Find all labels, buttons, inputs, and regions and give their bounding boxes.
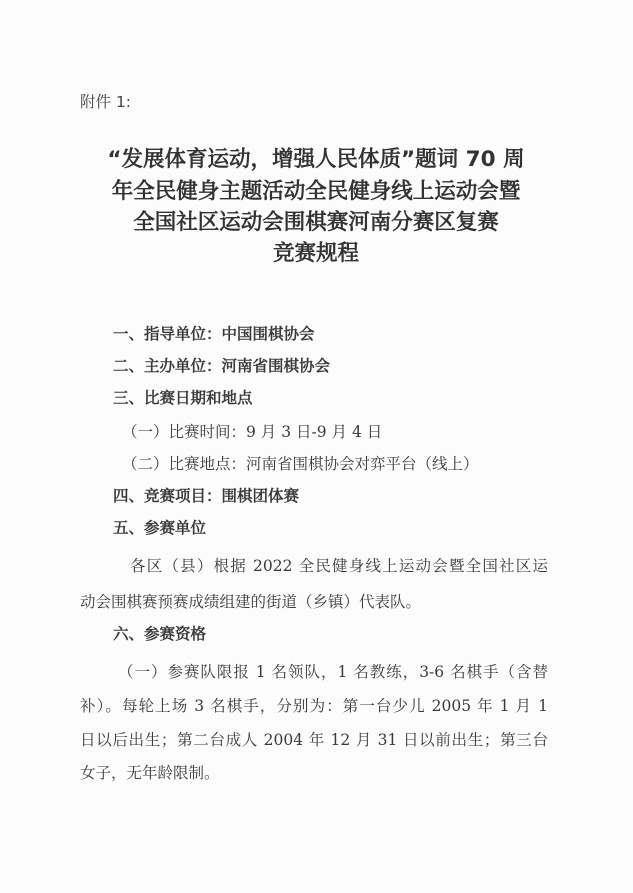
section-host-unit: 二、主办单位：河南省围棋协会 — [113, 357, 331, 375]
section-date-place: 三、比赛日期和地点 — [113, 389, 253, 407]
match-time: （一）比赛时间：9 月 3 日-9 月 4 日 — [122, 423, 383, 441]
section-participants: 五、参赛单位 — [113, 519, 207, 537]
eligibility-line-1: （一）参赛队限报 1 名领队，1 名教练，3-6 名棋手（含替 — [118, 663, 548, 681]
title-line-1: “发展体育运动，增强人民体质”题词 70 周 — [107, 147, 525, 172]
title-line-2: 年全民健身主题活动全民健身线上运动会暨 — [111, 179, 521, 204]
participants-line-1: 各区（县）根据 2022 全民健身线上运动会暨全国社区运 — [130, 557, 548, 575]
section-guiding-unit: 一、指导单位：中国围棋协会 — [113, 325, 315, 343]
title-line-3: 全国社区运动会围棋赛河南分赛区复赛 — [133, 210, 499, 235]
section-eligibility: 六、参赛资格 — [113, 625, 207, 643]
match-place: （二）比赛地点：河南省围棋协会对弈平台（线上） — [122, 455, 479, 473]
section-event: 四、竞赛项目：围棋团体赛 — [113, 487, 300, 505]
eligibility-line-2: 补）。每轮上场 3 名棋手，分别为：第一台少儿 2005 年 1 月 1 — [80, 697, 548, 715]
title-line-4: 竞赛规程 — [272, 241, 359, 266]
eligibility-line-3: 日以后出生；第二台成人 2004 年 12 月 31 日以前出生；第三台 — [80, 731, 548, 749]
participants-line-2: 动会围棋赛预赛成绩组建的街道（乡镇）代表队。 — [80, 593, 422, 611]
eligibility-line-4: 女子，无年龄限制。 — [80, 764, 220, 782]
annex-label: 附件 1: — [80, 93, 132, 111]
